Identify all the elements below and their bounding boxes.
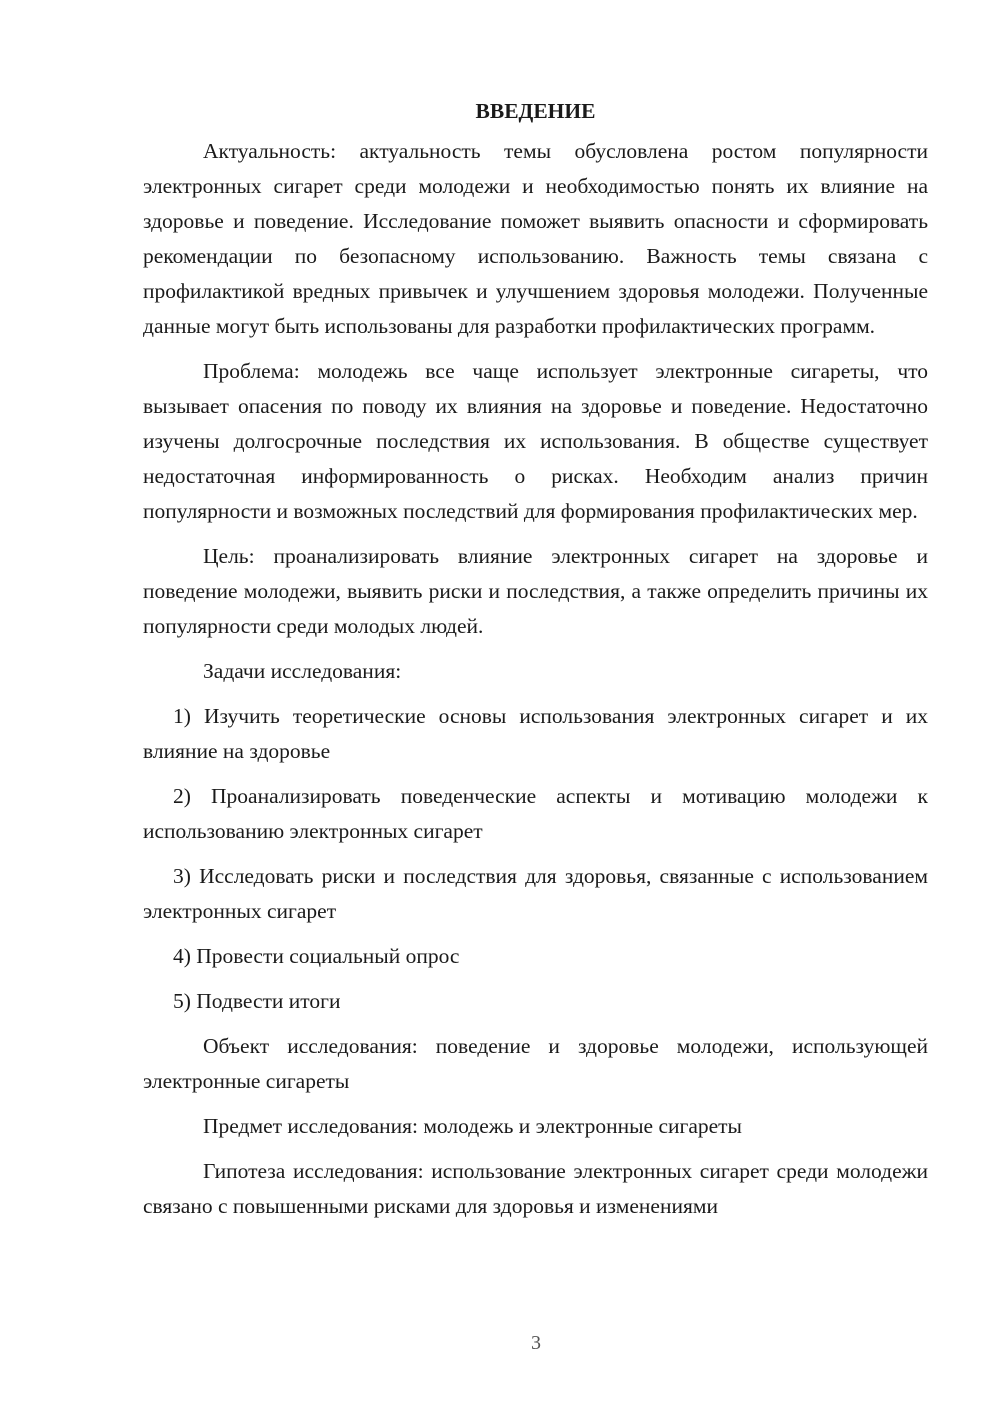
page-body — [143, 96, 928, 1234]
object-paragraph: Объект исследования: поведение и здоровье молодежи, использующей электронные сигареты — [143, 1034, 928, 1093]
goal-paragraph: Цель: проанализировать влияние электронных сигарет на здоровье и поведение молодежи, выявить риски и последствия, а также определить причины их популярности среди молодых людей. — [143, 544, 928, 638]
hypothesis-paragraph: Гипотеза исследования: использование электронных сигарет среди молодежи связано с повышенными рисками для здоровья и изменениями — [143, 1159, 928, 1218]
task-item-1: 1) Изучить теоретические основы использования электронных сигарет и их влияние на здоровье — [143, 704, 928, 763]
section-heading: ВВЕДЕНИЕ — [475, 99, 596, 123]
page-number: 3 — [531, 1332, 541, 1354]
tasks-title: Задачи исследования: — [203, 659, 402, 683]
task-item-5: 5) Подвести итоги — [173, 989, 341, 1013]
subject-paragraph: Предмет исследования: молодежь и электронные сигареты — [203, 1114, 743, 1138]
task-item-3: 3) Исследовать риски и последствия для здоровья, связанные с использованием электронных сигарет — [143, 864, 928, 923]
problem-paragraph: Проблема: молодежь все чаще использует электронные сигареты, что вызывает опасения по поводу их влияния на здоровье и поведение. Недостаточно изучены долгосрочные последствия их использования. В обществе существует недостаточная информированность о рисках. Необходим анализ причин популярности и возможных последствий для формирования профилактических мер. — [143, 359, 928, 523]
task-item-4: 4) Провести социальный опрос — [173, 944, 460, 968]
task-item-2: 2) Проанализировать поведенческие аспекты и мотивацию молодежи к использованию электронных сигарет — [143, 784, 928, 843]
relevance-paragraph: Актуальность: актуальность темы обусловлена ростом популярности электронных сигарет среди молодежи и необходимостью понять их влияние на здоровье и поведение. Исследование поможет выявить опасности и сформировать рекомендации по безопасному использованию. Важность темы связана с профилактикой вредных привычек и улучшением здоровья молодежи. Полученные данные могут быть использованы для разработки профилактических программ. — [143, 139, 928, 338]
